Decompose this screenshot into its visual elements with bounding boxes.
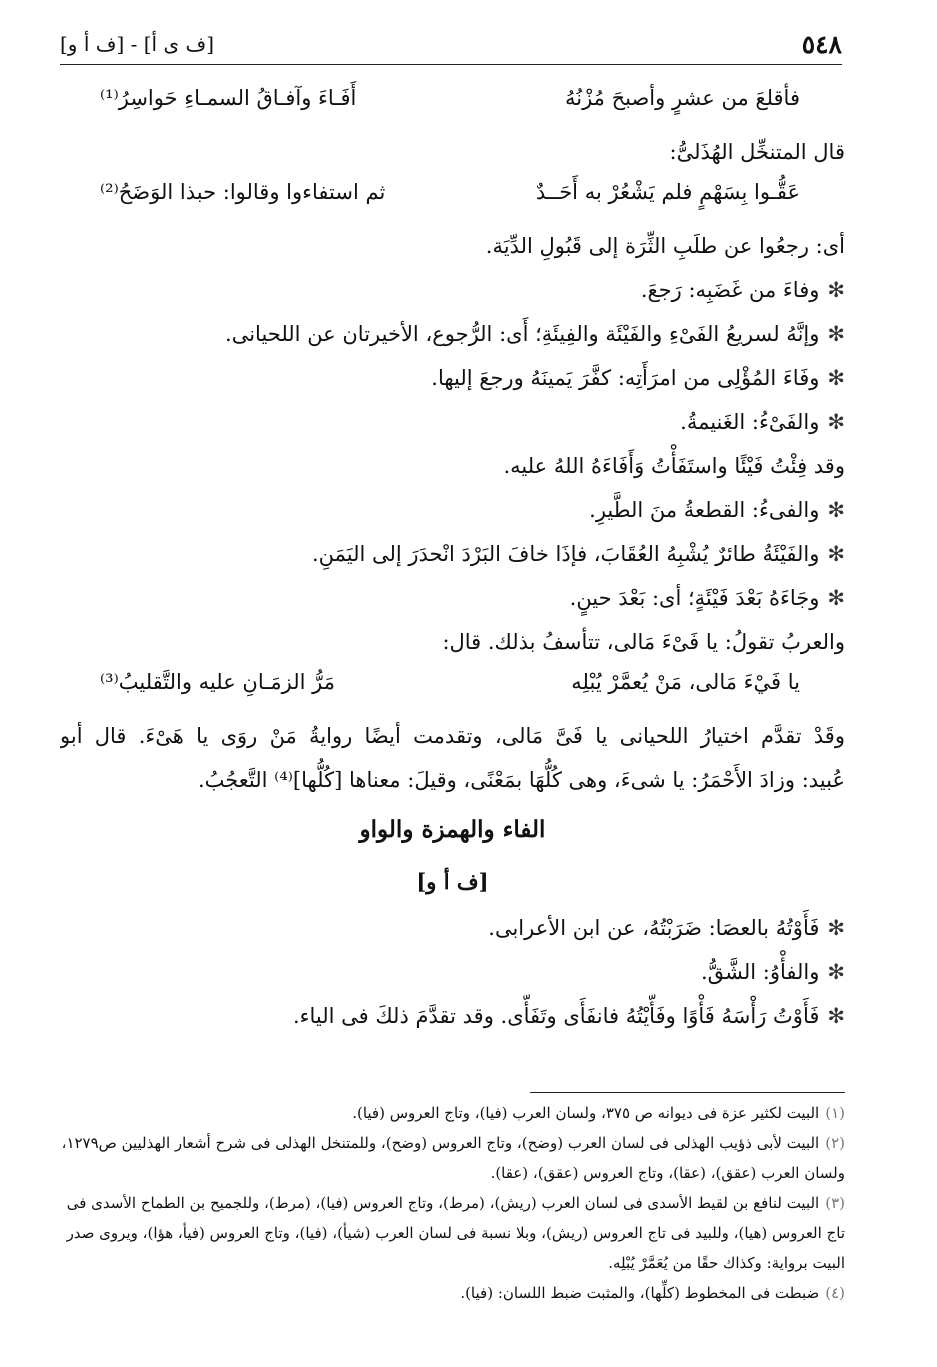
entry-text: وفاءَ من غَضَبِه: رَجعَ. (640, 278, 820, 302)
entry-text: فَأَوْتُ رَأْسَهُ فَأْوًا وفَأَّيْتُهُ فانفَأَى وتَفَأَّى. وقد تقدَّمَ ذلكَ فى الياء. (292, 1004, 820, 1028)
entry-star-icon: ✻ (827, 960, 845, 984)
entry-text: والفَيْئَةُ طائرٌ يُشْبِهُ العُقَابَ، فإذَا خافَ البَرْدَ انْحدَرَ إلى اليَمَنِ. (311, 542, 820, 566)
verse-line (60, 664, 845, 714)
entry-text: والفَىْءُ: الغَنيمةُ. (680, 410, 820, 434)
footnote (60, 1188, 845, 1278)
footnote-number: (١) (825, 1104, 845, 1122)
entry-text: والفأْوُ: الشَّقُّ. (700, 960, 820, 984)
dictionary-entry (60, 356, 845, 400)
footnote (60, 1128, 845, 1188)
entry-star-icon: ✻ (827, 586, 845, 610)
dictionary-entry (60, 312, 845, 356)
dictionary-entry (60, 532, 845, 576)
dictionary-entry (60, 268, 845, 312)
footnote-number: (٣) (825, 1194, 845, 1212)
entry-star-icon: ✻ (827, 498, 845, 522)
page-header (60, 30, 842, 64)
text-line: أى: رجعُوا عن طلَبِ الثِّرَة إلى قَبُولِ الدِّيَة. (485, 234, 845, 258)
text-line: والعربُ تقولُ: يا فَىْءَ مَالى، تتأسفُ بذلك. قال: (442, 630, 845, 654)
entry-text: والفىءُ: القطعةُ منَ الطَّيرِ. (589, 498, 820, 522)
footnote-text: ضبطت فى المخطوط (كلِّها)، والمثبت ضبط اللسان: (فيا). (460, 1284, 820, 1302)
entry-star-icon: ✻ (827, 916, 845, 940)
section-heading: الفاء والهمزة والواو (359, 816, 546, 843)
header-rule (60, 64, 842, 65)
entry-text: وإنَّهُ لسريعُ الفَىْءِ والفَيْئَة والفِيئَةِ؛ أَى: الرُّجوع، الأخيرتان عن اللحيانى. (225, 322, 820, 346)
entry-star-icon: ✻ (827, 322, 845, 346)
entry-star-icon: ✻ (827, 410, 845, 434)
dictionary-entry (60, 994, 845, 1038)
entry-text: وفَاءَ المُؤْلِى من امرَأَتِه: كفَّرَ يَمينَهُ ورجعَ إليها. (431, 366, 820, 390)
entry-star-icon: ✻ (827, 366, 845, 390)
verse-hemistich-second: أَفَـاءَ وآفـاقُ السمـاءِ حَواسِرُ⁽¹⁾ (100, 86, 357, 110)
footnote-rule (530, 1092, 845, 1093)
footnote (60, 1278, 845, 1308)
main-text (60, 80, 845, 1038)
entry-range: [ف ى أ] - [ف أ و] (60, 32, 215, 56)
footnote-text: البيت لنافع بن لقيط الأسدى فى لسان العرب (ريش)، (مرط)، وتاج العروس (فيا)، (مرط)، وللجميح بن الطماح الأسدى فى تاج العروس (هيا)، وللبيد فى تاج العروس (ريش)، وبلا نسبة فى لسان العرب (شيأ)، (فيا)، وتاج العروس (فيأ، هؤا)، ويروى صدر البيت برواية: وكذاك حقًا من يُعَمَّرْ يُبْلِه. (66, 1194, 845, 1272)
text-line: وقَدْ تقدَّم اختيارُ اللحيانى يا فَىَّ مَالى، وتقدمت أيضًا روايةُ مَنْ روَى يا هَىْءَ. قال أبو (60, 724, 845, 748)
text-line: قال المتنخِّل الهُذَلىُّ: (669, 140, 845, 164)
entry-star-icon: ✻ (827, 542, 845, 566)
entry-star-icon: ✻ (827, 1004, 845, 1028)
footnote-text: البيت لكثير عزة فى ديوانه ص ٣٧٥، ولسان العرب (فيا)، وتاج العروس (فيا). (352, 1104, 820, 1122)
footnote-number: (٢) (825, 1134, 845, 1152)
verse-line (60, 80, 845, 130)
entry-text: وجَاءَهُ بَعْدَ فَيْئَةٍ؛ أى: بَعْدَ حينٍ. (569, 586, 820, 610)
text-line: وقد فِئْتُ فَيْئًا واستَفَأْتُ وَأَفَاءَهُ اللهُ عليه. (503, 454, 845, 478)
footnote-text: البيت لأبى ذؤيب الهذلى فى لسان العرب (وضح)، وتاج العروس (وضح)، وللمتنخل الهذلى فى شرح أشعار الهذليين ص١٢٧٩، ولسان العرب (عقق)، (عقا)، وتاج العروس (عقق)، (عقا). (61, 1134, 845, 1182)
footnotes (60, 1098, 845, 1308)
dictionary-entry (60, 576, 845, 620)
dictionary-entry (60, 906, 845, 950)
text-line: عُبيد: وزادَ الأَحْمَرُ: يا شىءَ، وهى كُلُّهَا بمَعْنًى، وقيلَ: معناها [كُلُّها]⁽⁴⁾ التَّعجُبُ. (197, 768, 845, 792)
dictionary-entry (60, 400, 845, 444)
entry-star-icon: ✻ (827, 278, 845, 302)
dictionary-entry (60, 488, 845, 532)
verse-hemistich-first: عَقُّـوا بِسَهْمٍ فلم يَشْعُرْ به أَحَــدٌ (535, 180, 800, 204)
verse-hemistich-second: مَرُّ الزمَـانِ عليه والتَّقليبُ⁽³⁾ (100, 670, 335, 694)
dictionary-entry (60, 950, 845, 994)
verse-line (60, 174, 845, 224)
subsection-heading: [ف أ و] (416, 869, 489, 894)
verse-hemistich-first: يا فَيْءَ مَالى، مَنْ يُعمَّرْ يُبْلِه (571, 670, 800, 694)
footnote-number: (٤) (825, 1284, 845, 1302)
verse-hemistich-second: ثم استفاءوا وقالوا: حبذا الوَضَحُ⁽²⁾ (100, 180, 386, 204)
entry-text: فَأَوْتُهُ بالعصَا: ضَرَبْتُهُ، عن ابن الأعرابى. (488, 916, 820, 940)
page-number: ٥٤٨ (801, 30, 842, 59)
footnote (60, 1098, 845, 1128)
verse-hemistich-first: فأقلعَ من عشرٍ وأصبحَ مُزْنُهُ (564, 86, 800, 110)
